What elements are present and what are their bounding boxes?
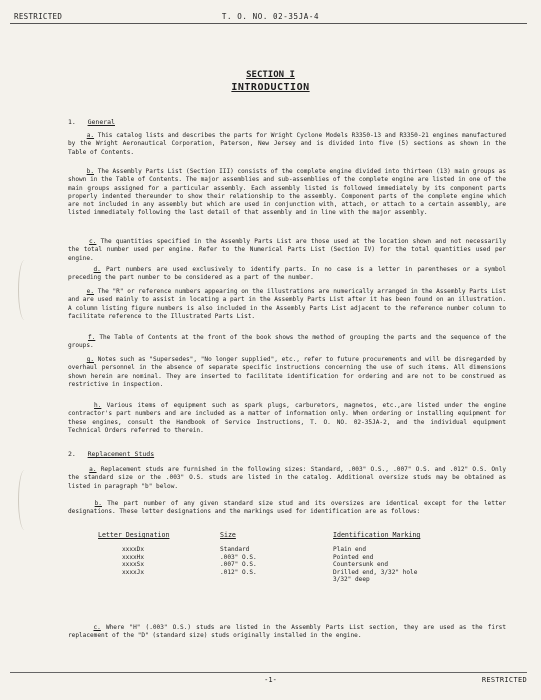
table-column-marking — [333, 546, 417, 584]
page-number: -1- — [264, 676, 277, 684]
paragraph-text: The Assembly Parts List (Section III) consists of the complete engine divided into thirteen (13) main groups as shown in the Table of Contents. The major assemblies and sub-assemblies of the complete engine are listed in one of the main groups assigned for a particular assembly. Each assembly listed is followed immediately by its component parts properly indented thereunder to show their relationship to the assembly. Component parts of the complete engine which are not included in any assembly but which are used in conjunction with, attach, or attach to a certain assembly, are listed immediately following the last detail of that assembly and in line with the major assembly. — [68, 168, 507, 217]
binder-hole-mark — [18, 470, 31, 530]
table-cell: xxxxDx — [122, 546, 145, 553]
table-cell: .003" O.S. — [220, 553, 257, 561]
table-cell: xxxxSx — [122, 561, 145, 569]
table-cell: 3/32" deep — [333, 576, 370, 584]
paragraph-1f — [68, 334, 506, 351]
footer-classification: RESTRICTED — [481, 676, 527, 684]
binder-hole-mark — [18, 260, 31, 320]
paragraph-letter: a. — [89, 466, 97, 473]
paragraph-1g — [68, 356, 506, 389]
header-rule — [10, 23, 527, 24]
table-header-marking: Identification Marking — [333, 531, 421, 539]
header-order-number: T. O. NO. 02-35JA-4 — [221, 12, 320, 21]
paragraph-text: The Table of Contents at the front of the book shows the method of grouping the parts and the sequence of the groups. — [68, 334, 506, 350]
studs-title: Replacement Studs — [87, 450, 155, 458]
table-cell: .012" O.S. — [220, 568, 257, 576]
table-cell: Drilled end, 3/32" hole — [333, 568, 418, 576]
paragraph-text: Notes such as "Supersedes", "No longer supplied", etc., refer to future procurements and will be disregarded by overhaul personnel in the absence of separate specific instructions concerning the use of such items. All dimensions shown herein are nominal. They are inserted to facilitate identification for ordering and are not to be construed as restrictive in inspection. — [68, 356, 507, 388]
table-column-size — [220, 546, 257, 576]
paragraph-text: The "R" or reference numbers appearing on the illustrations are numerically arranged in the Assembly Parts List and are used mainly to assist in locating a part in the Assembly Parts List after it has been found on an illustration. A column listing figure numbers is also included in the Assembly Parts List adjacent to the reference number column to facilitate reference to the Illustrated Parts List. — [68, 288, 507, 320]
table-cell: Countersunk end — [333, 561, 389, 569]
paragraph-1b — [68, 168, 506, 218]
paragraph-letter: g. — [86, 356, 95, 363]
table-cell: Standard — [220, 546, 250, 553]
general-title: General — [87, 118, 115, 126]
paragraph-letter: b. — [94, 500, 102, 507]
table-cell: .007" O.S. — [220, 561, 257, 569]
paragraph-letter: f. — [87, 334, 96, 341]
table-cell: Plain end — [333, 546, 367, 553]
paragraph-2a — [68, 466, 506, 491]
footer-rule — [10, 672, 527, 673]
table-header-letter: Letter Designation — [98, 531, 170, 539]
table-cell: xxxxJx — [122, 568, 145, 576]
paragraph-letter: e. — [86, 288, 95, 295]
section-number: SECTION I — [246, 70, 295, 80]
paragraph-2b — [68, 500, 506, 517]
paragraph-text: This catalog lists and describes the parts for Wright Cyclone Models R3350-13 and R3350-21 engines manufactured by the Wright Aeronautical Corporation, Paterson, New Jersey and is divided into five (5) sections as shown in the Table of Contents. — [68, 132, 507, 156]
paragraph-letter: a. — [86, 132, 95, 139]
paragraph-text: Part numbers are used exclusively to identify parts. In no case is a letter in parentheses or a symbol preceding the part number to be considered as a part of the number. — [68, 266, 506, 282]
paragraph-text: The quantities specified in the Assembly Parts List are those used at the location shown and not necessarily the total number used per engine. Refer to the Numerical Parts List (Section IV) for the total quantities used per engine. — [68, 238, 507, 262]
table-cell: xxxxHx — [122, 553, 145, 561]
paragraph-letter: c. — [93, 624, 101, 631]
paragraph-text: Various items of equipment such as spark plugs, carburetors, magnetos, etc.,are listed under the engine contractor's part numbers and are included as a matter of information only. When ordering or installing equipment for these engines, consult the Handbook of Service Instructions, T. O. NO. 02-35JA-2, and the individual equipment Technical Orders referred to therein. — [68, 402, 506, 434]
paragraph-text: Where "H" (.003" O.S.) studs are listed in the Assembly Parts List section, they are used as the first replacement of the "D" (standard size) studs originally installed in the engine. — [68, 624, 506, 640]
paragraph-letter: c. — [89, 238, 97, 245]
paragraph-1e — [68, 288, 506, 321]
studs-heading — [68, 450, 154, 458]
paragraph-letter: b. — [86, 168, 94, 175]
section-title: INTRODUCTION — [231, 82, 310, 93]
general-number: 1. — [68, 118, 76, 126]
table-header-size: Size — [220, 531, 236, 539]
paragraph-letter: h. — [94, 402, 102, 409]
table-column-letter — [122, 546, 144, 576]
paragraph-letter: d. — [93, 266, 101, 273]
paragraph-text: Replacement studs are furnished in the following sizes: Standard, .003" O.S., .007" O.S. and .012" O.S. Only the standard size or the .003" O.S. studs are listed in the catalog. Additional oversize studs may be obtained as listed in paragraph "b" below. — [68, 466, 506, 490]
paragraph-1h — [68, 402, 506, 435]
paragraph-text: The part number of any given standard size stud and its oversizes are identical except for the letter designations. These letter designations and the markings used for identification are as follows: — [68, 500, 506, 516]
paragraph-1c — [68, 238, 506, 263]
paragraph-2c — [68, 624, 506, 641]
header-classification: RESTRICTED — [14, 12, 63, 21]
paragraph-1a — [68, 132, 506, 157]
paragraph-1d — [68, 266, 506, 283]
general-heading — [68, 118, 115, 126]
table-cell: Pointed end — [333, 553, 374, 561]
studs-number: 2. — [68, 450, 76, 458]
